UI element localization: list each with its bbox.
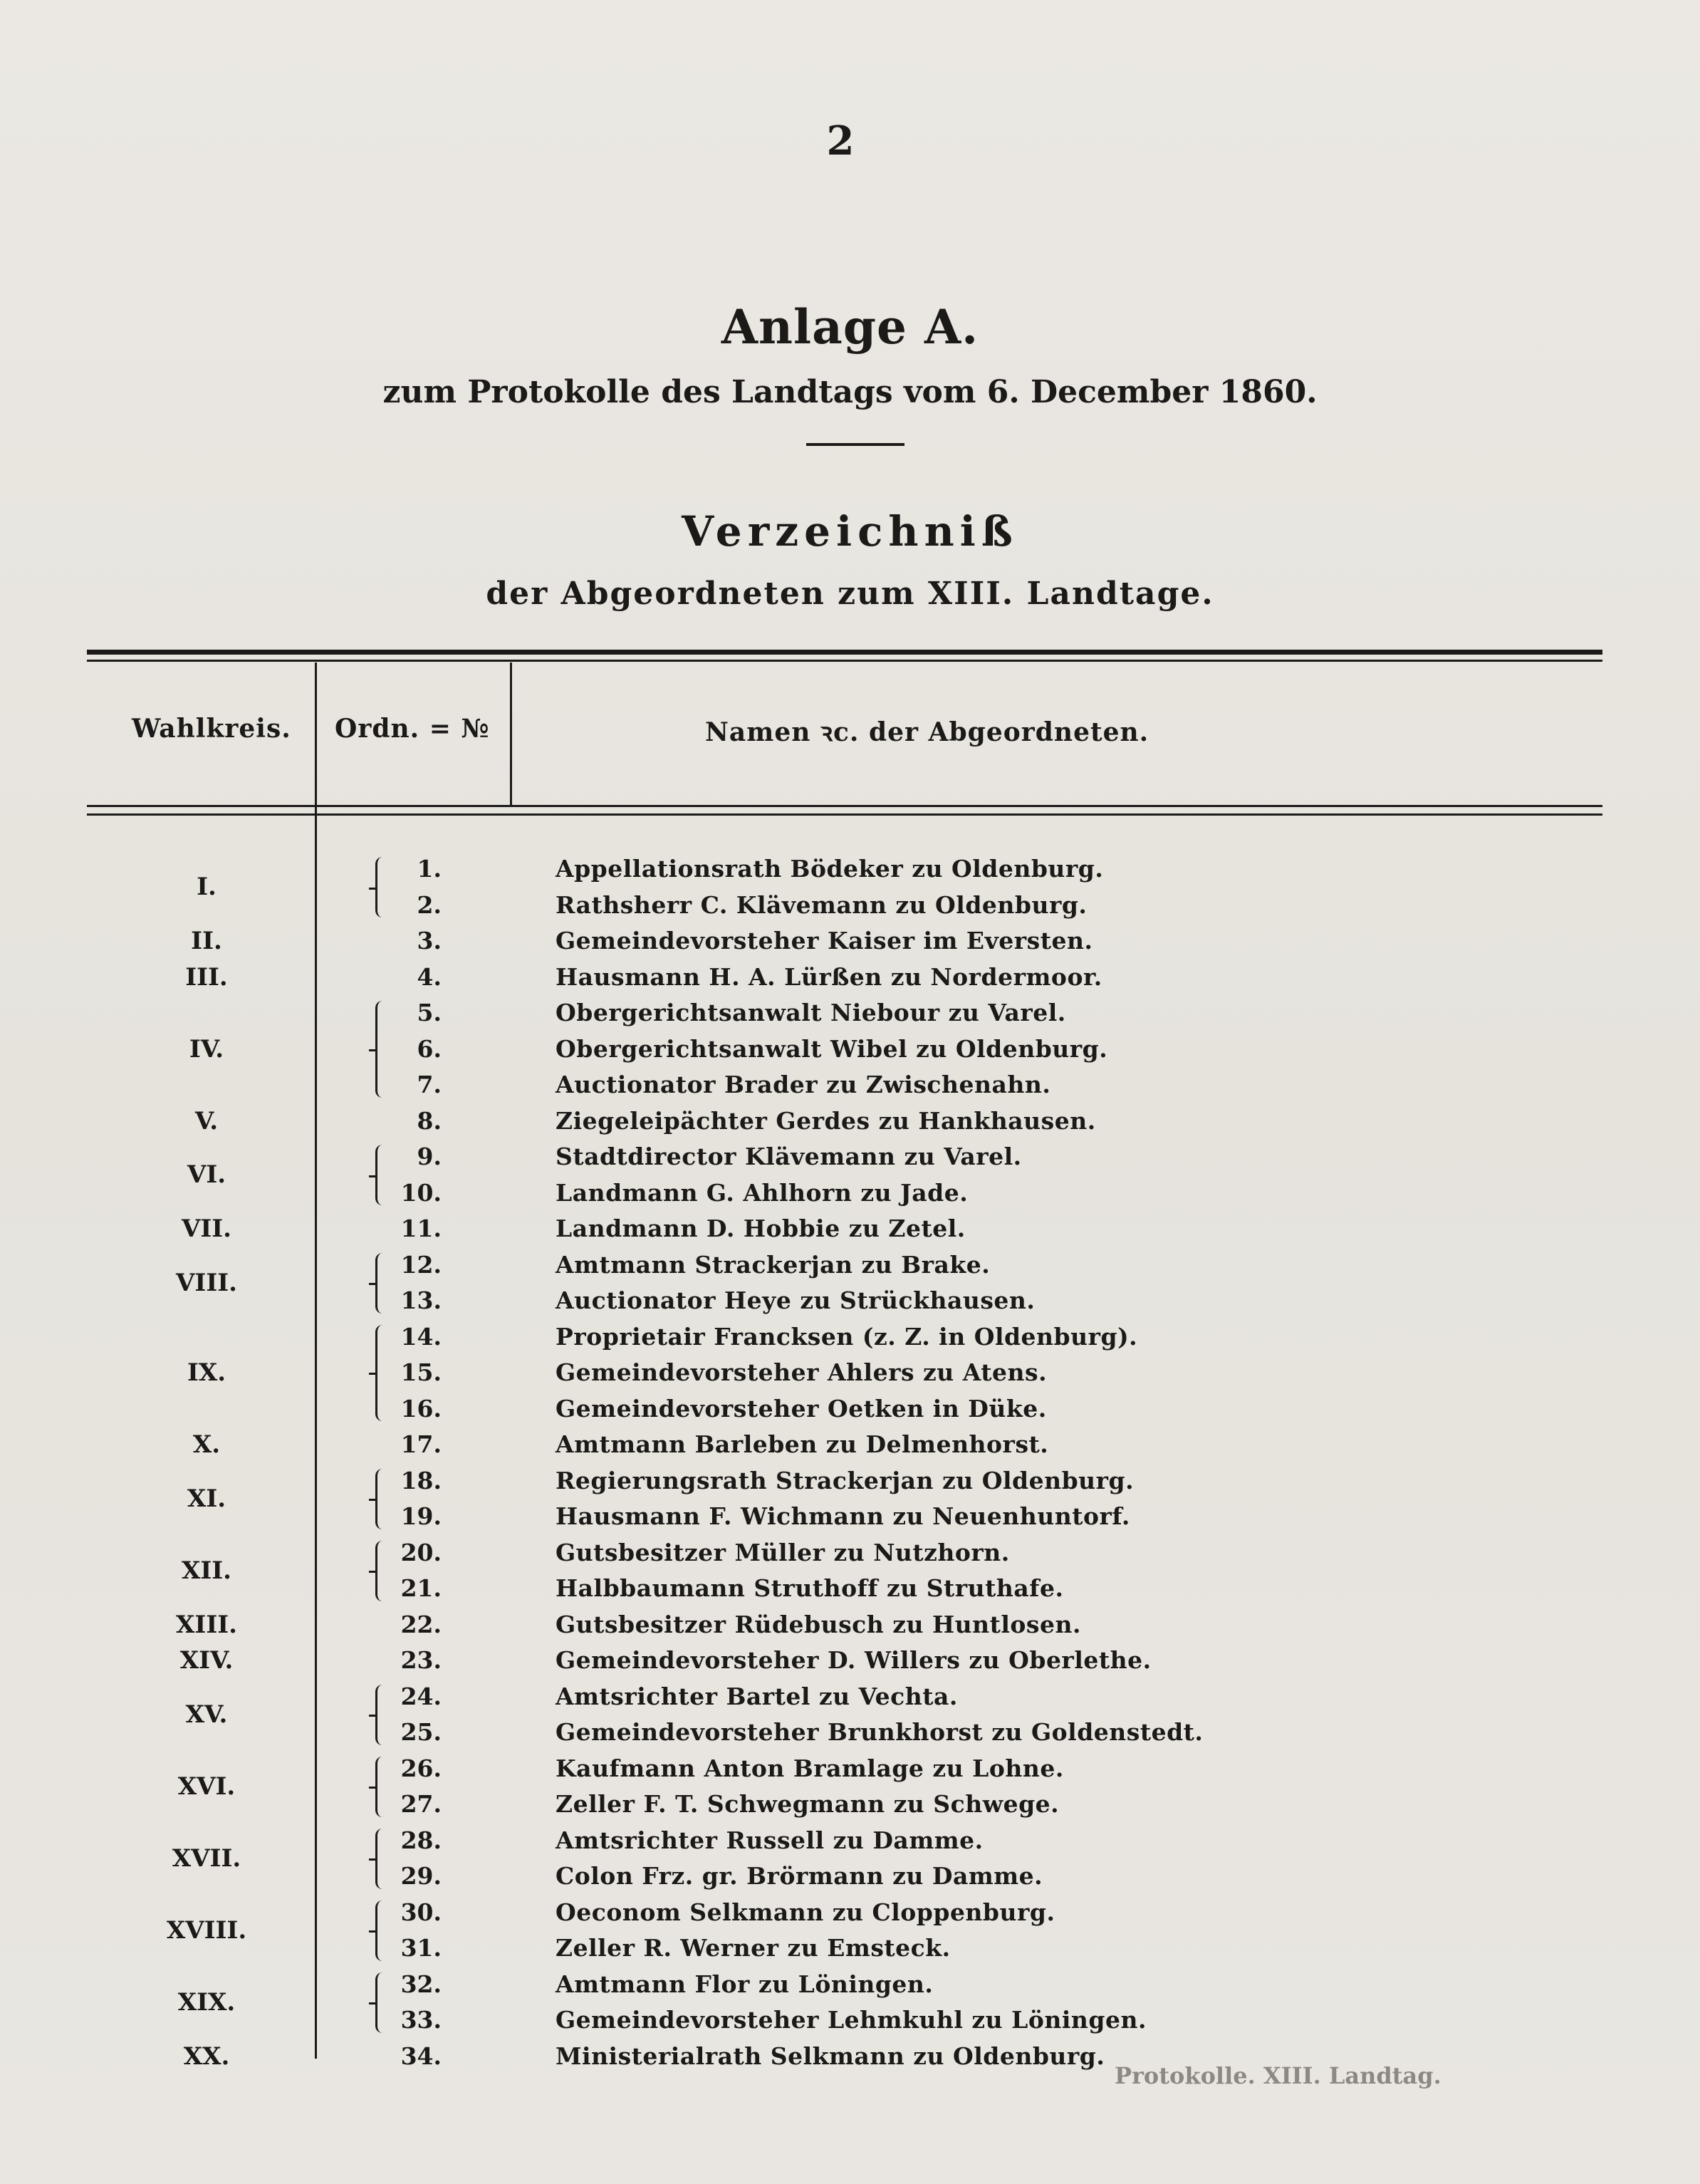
order-number: 7. bbox=[417, 1071, 442, 1098]
order-number: 20. bbox=[400, 1538, 442, 1566]
deputy-name: Gutsbesitzer Müller zu Nutzhorn. bbox=[556, 1538, 1010, 1566]
deputy-name: Gemeindevorsteher Ahlers zu Atens. bbox=[556, 1358, 1048, 1386]
order-number: 32. bbox=[400, 1970, 442, 1998]
deputy-name: Kaufmann Anton Bramlage zu Lohne. bbox=[556, 1754, 1064, 1782]
deputy-name: Auctionator Heye zu Strückhausen. bbox=[556, 1286, 1036, 1314]
order-number: 15. bbox=[400, 1358, 442, 1386]
order-number: 14. bbox=[400, 1322, 442, 1351]
order-number: 16. bbox=[400, 1394, 442, 1423]
wahlkreis-label: I. bbox=[197, 873, 217, 902]
wahlkreis-label: XIX. bbox=[177, 1987, 236, 2017]
order-number: 9. bbox=[417, 1143, 442, 1170]
order-number: 21. bbox=[400, 1574, 442, 1602]
page-number: 2 bbox=[826, 118, 855, 165]
deputy-name: Hausmann H. A. Lürßen zu Nordermoor. bbox=[556, 962, 1102, 991]
wahlkreis-label: VII. bbox=[181, 1215, 232, 1243]
order-number: 6. bbox=[417, 1034, 442, 1063]
group-brace bbox=[375, 1972, 387, 2033]
wahlkreis-label: XV. bbox=[185, 1700, 228, 1729]
table-row bbox=[0, 995, 1700, 1031]
order-number: 19. bbox=[400, 1502, 442, 1530]
header-ordnungsnummer: Ordn. = № bbox=[335, 714, 490, 744]
deputy-name: Gemeindevorsteher Lehmkuhl zu Löningen. bbox=[556, 2006, 1147, 2034]
order-number: 4. bbox=[417, 962, 442, 991]
wahlkreis-label: XVII. bbox=[172, 1844, 241, 1873]
order-number: 2. bbox=[417, 890, 442, 919]
order-number: 26. bbox=[400, 1754, 442, 1782]
wahlkreis-label: XVI. bbox=[177, 1772, 236, 1801]
deputy-name: Gutsbesitzer Rüdebusch zu Huntlosen. bbox=[556, 1610, 1081, 1638]
wahlkreis-label: XIV. bbox=[179, 1646, 234, 1675]
wahlkreis-label: XX. bbox=[183, 2042, 230, 2071]
wahlkreis-label: V. bbox=[194, 1106, 219, 1135]
order-number: 31. bbox=[400, 1934, 442, 1962]
deputy-name: Amtsrichter Russell zu Damme. bbox=[556, 1826, 984, 1854]
order-number: 25. bbox=[400, 1718, 442, 1746]
wahlkreis-label: VIII. bbox=[176, 1268, 237, 1297]
order-number: 5. bbox=[417, 999, 442, 1026]
order-number: 3. bbox=[417, 927, 442, 955]
deputy-name: Oeconom Selkmann zu Cloppenburg. bbox=[556, 1898, 1055, 1926]
group-brace bbox=[375, 1829, 387, 1889]
order-number: 28. bbox=[400, 1826, 442, 1854]
wahlkreis-label: XIII. bbox=[176, 1610, 237, 1639]
deputy-name: Zeller F. T. Schwegmann zu Schwege. bbox=[556, 1790, 1060, 1818]
deputy-name: Gemeindevorsteher Kaiser im Eversten. bbox=[556, 927, 1093, 955]
deputy-name: Ministerialrath Selkmann zu Oldenburg. bbox=[556, 2042, 1105, 2070]
order-number: 1. bbox=[417, 855, 442, 883]
group-brace bbox=[375, 1145, 387, 1205]
order-number: 29. bbox=[400, 1862, 442, 1890]
deputy-name: Rathsherr C. Klävemann zu Oldenburg. bbox=[556, 890, 1088, 919]
header-wahlkreis: Wahlkreis. bbox=[132, 714, 291, 744]
wahlkreis-label: VI. bbox=[187, 1160, 226, 1190]
group-brace bbox=[375, 1685, 387, 1745]
wahlkreis-label: XI. bbox=[187, 1484, 226, 1513]
group-brace bbox=[375, 1001, 387, 1098]
deputy-name: Zeller R. Werner zu Emsteck. bbox=[556, 1934, 951, 1962]
header-names: Namen ꝛc. der Abgeordneten. bbox=[705, 717, 1149, 747]
order-number: 18. bbox=[400, 1466, 442, 1494]
deputy-name: Ziegeleipächter Gerdes zu Hankhausen. bbox=[556, 1106, 1096, 1135]
wahlkreis-label: IV. bbox=[189, 1034, 224, 1064]
deputy-name: Auctionator Brader zu Zwischenahn. bbox=[556, 1071, 1051, 1098]
order-number: 11. bbox=[400, 1215, 442, 1242]
wahlkreis-label: II. bbox=[191, 927, 222, 955]
wahlkreis-label: X. bbox=[192, 1430, 221, 1459]
deputy-name: Gemeindevorsteher Brunkhorst zu Goldenstedt. bbox=[556, 1718, 1204, 1746]
wahlkreis-label: III. bbox=[185, 962, 228, 992]
short-divider bbox=[806, 443, 904, 446]
deputy-name: Landmann D. Hobbie zu Zetel. bbox=[556, 1215, 966, 1242]
deputy-name: Stadtdirector Klävemann zu Varel. bbox=[556, 1143, 1022, 1170]
wahlkreis-label: XII. bbox=[181, 1556, 232, 1585]
group-brace bbox=[375, 857, 387, 917]
deputy-name: Amtmann Barleben zu Delmenhorst. bbox=[556, 1430, 1049, 1458]
group-brace bbox=[375, 1253, 387, 1314]
table-row bbox=[0, 1319, 1700, 1355]
appendix-heading: Anlage A. bbox=[721, 299, 979, 355]
document-title: Verzeichniß bbox=[682, 507, 1018, 556]
wahlkreis-label: XVIII. bbox=[166, 1915, 247, 1945]
deputy-name: Proprietair Francksen (z. Z. in Oldenburg). bbox=[556, 1322, 1138, 1351]
deputy-name: Amtmann Flor zu Löningen. bbox=[556, 1970, 934, 1998]
group-brace bbox=[375, 1900, 387, 1961]
group-brace bbox=[375, 1541, 387, 1601]
deputy-name: Colon Frz. gr. Brörmann zu Damme. bbox=[556, 1862, 1043, 1890]
appendix-subtitle: zum Protokolle des Landtags vom 6. December 1860. bbox=[382, 374, 1318, 410]
order-number: 23. bbox=[400, 1646, 442, 1674]
deputy-name: Landmann G. Ahlhorn zu Jade. bbox=[556, 1178, 969, 1207]
table-row bbox=[0, 1067, 1700, 1103]
group-brace bbox=[375, 1325, 387, 1422]
order-number: 27. bbox=[400, 1790, 442, 1818]
deputy-name: Amtmann Strackerjan zu Brake. bbox=[556, 1250, 991, 1279]
table-top-rule-thin bbox=[87, 660, 1602, 662]
order-number: 8. bbox=[417, 1106, 442, 1135]
table-row bbox=[0, 1391, 1700, 1427]
document-subtitle: der Abgeordneten zum XIII. Landtage. bbox=[486, 576, 1214, 612]
deputy-name: Hausmann F. Wichmann zu Neuenhuntorf. bbox=[556, 1502, 1130, 1530]
deputy-name: Gemeindevorsteher Oetken in Düke. bbox=[556, 1394, 1047, 1423]
deputy-name: Regierungsrath Strackerjan zu Oldenburg. bbox=[556, 1466, 1135, 1494]
order-number: 12. bbox=[400, 1250, 442, 1279]
order-number: 17. bbox=[400, 1430, 442, 1458]
order-number: 13. bbox=[400, 1286, 442, 1314]
deputy-name: Halbbaumann Struthoff zu Struthafe. bbox=[556, 1574, 1064, 1602]
deputy-name: Appellationsrath Bödeker zu Oldenburg. bbox=[556, 855, 1104, 883]
group-brace bbox=[375, 1469, 387, 1529]
order-number: 30. bbox=[400, 1898, 442, 1926]
deputy-name: Obergerichtsanwalt Wibel zu Oldenburg. bbox=[556, 1034, 1108, 1063]
group-brace bbox=[375, 1757, 387, 1817]
order-number: 33. bbox=[400, 2006, 442, 2034]
page-footer: Protokolle. XIII. Landtag. bbox=[1115, 2062, 1441, 2089]
wahlkreis-label: IX. bbox=[187, 1358, 226, 1387]
column-divider-right bbox=[510, 662, 512, 805]
table-top-rule bbox=[87, 650, 1602, 655]
order-number: 34. bbox=[400, 2042, 442, 2070]
deputy-name: Obergerichtsanwalt Niebour zu Varel. bbox=[556, 999, 1066, 1026]
deputy-name: Amtsrichter Bartel zu Vechta. bbox=[556, 1682, 958, 1710]
order-number: 22. bbox=[400, 1610, 442, 1638]
order-number: 10. bbox=[400, 1178, 442, 1207]
deputy-name: Gemeindevorsteher D. Willers zu Oberlethe. bbox=[556, 1646, 1152, 1674]
order-number: 24. bbox=[400, 1682, 442, 1710]
